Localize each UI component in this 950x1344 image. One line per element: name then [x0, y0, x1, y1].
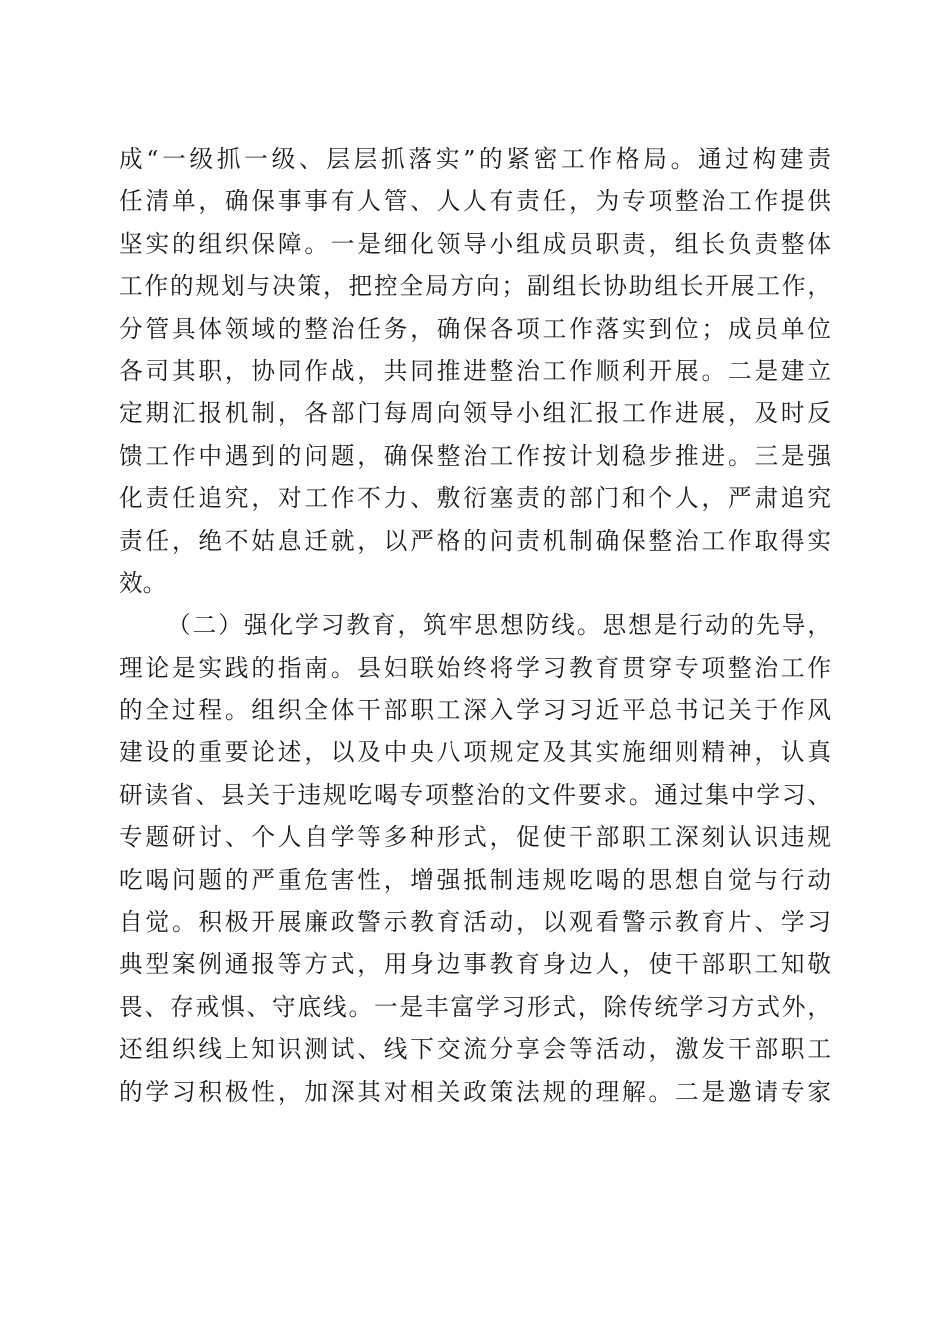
paragraph-line: 化责任追究，对工作不力、敷衍塞责的部门和个人，严肃追究 [119, 484, 831, 513]
paragraph-line: 馈工作中遇到的问题，确保整治工作按计划稳步推进。三是强 [119, 441, 831, 470]
paragraph-line: 畏、存戒惧、守底线。一是丰富学习形式，除传统学习方式外， [119, 992, 831, 1021]
paragraph-line: 典型案例通报等方式，用身边事教育身边人，使干部职工知敬 [119, 950, 831, 979]
paragraph-line: 工作的规划与决策，把控全局方向；副组长协助组长开展工作， [119, 272, 831, 301]
paragraph-line: 研读省、县关于违规吃喝专项整治的文件要求。通过集中学习、 [119, 780, 831, 809]
paragraph-line: 还组织线上知识测试、线下交流分享会等活动，激发干部职工 [119, 1035, 831, 1064]
paragraph-line: 责任，绝不姑息迁就，以严格的问责机制确保整治工作取得实 [119, 526, 831, 555]
paragraph-line: 成“一级抓一级、层层抓落实”的紧密工作格局。通过构建责 [119, 145, 831, 173]
paragraph-line: 任清单，确保事事有人管、人人有责任，为专项整治工作提供 [119, 187, 831, 216]
section-heading-line: （二）强化学习教育，筑牢思想防线。思想是行动的先导， [167, 611, 831, 640]
body-text [119, 138, 831, 1113]
paragraph-line: 分管具体领域的整治任务，确保各项工作落实到位；成员单位 [119, 314, 831, 343]
paragraph-line: 坚实的组织保障。一是细化领导小组成员职责，组长负责整体 [119, 229, 831, 258]
paragraph-line: 的全过程。组织全体干部职工深入学习习近平总书记关于作风 [119, 696, 831, 725]
paragraph-line: 效。 [119, 568, 167, 597]
paragraph-line: 定期汇报机制，各部门每周向领导小组汇报工作进展，及时反 [119, 399, 831, 428]
paragraph-line: 建设的重要论述，以及中央八项规定及其实施细则精神，认真 [119, 738, 831, 767]
paragraph-line: 专题研讨、个人自学等多种形式，促使干部职工深刻认识违规 [119, 823, 831, 852]
paragraph-line: 的学习积极性，加深其对相关政策法规的理解。二是邀请专家 [119, 1077, 831, 1106]
paragraph-line: 各司其职，协同作战，共同推进整治工作顺利开展。二是建立 [119, 356, 831, 385]
paragraph-line: 理论是实践的指南。县妇联始终将学习教育贯穿专项整治工作 [119, 653, 831, 682]
paragraph-line: 自觉。积极开展廉政警示教育活动，以观看警示教育片、学习 [119, 908, 831, 937]
paragraph-line: 吃喝问题的严重危害性，增强抵制违规吃喝的思想自觉与行动 [119, 865, 831, 894]
